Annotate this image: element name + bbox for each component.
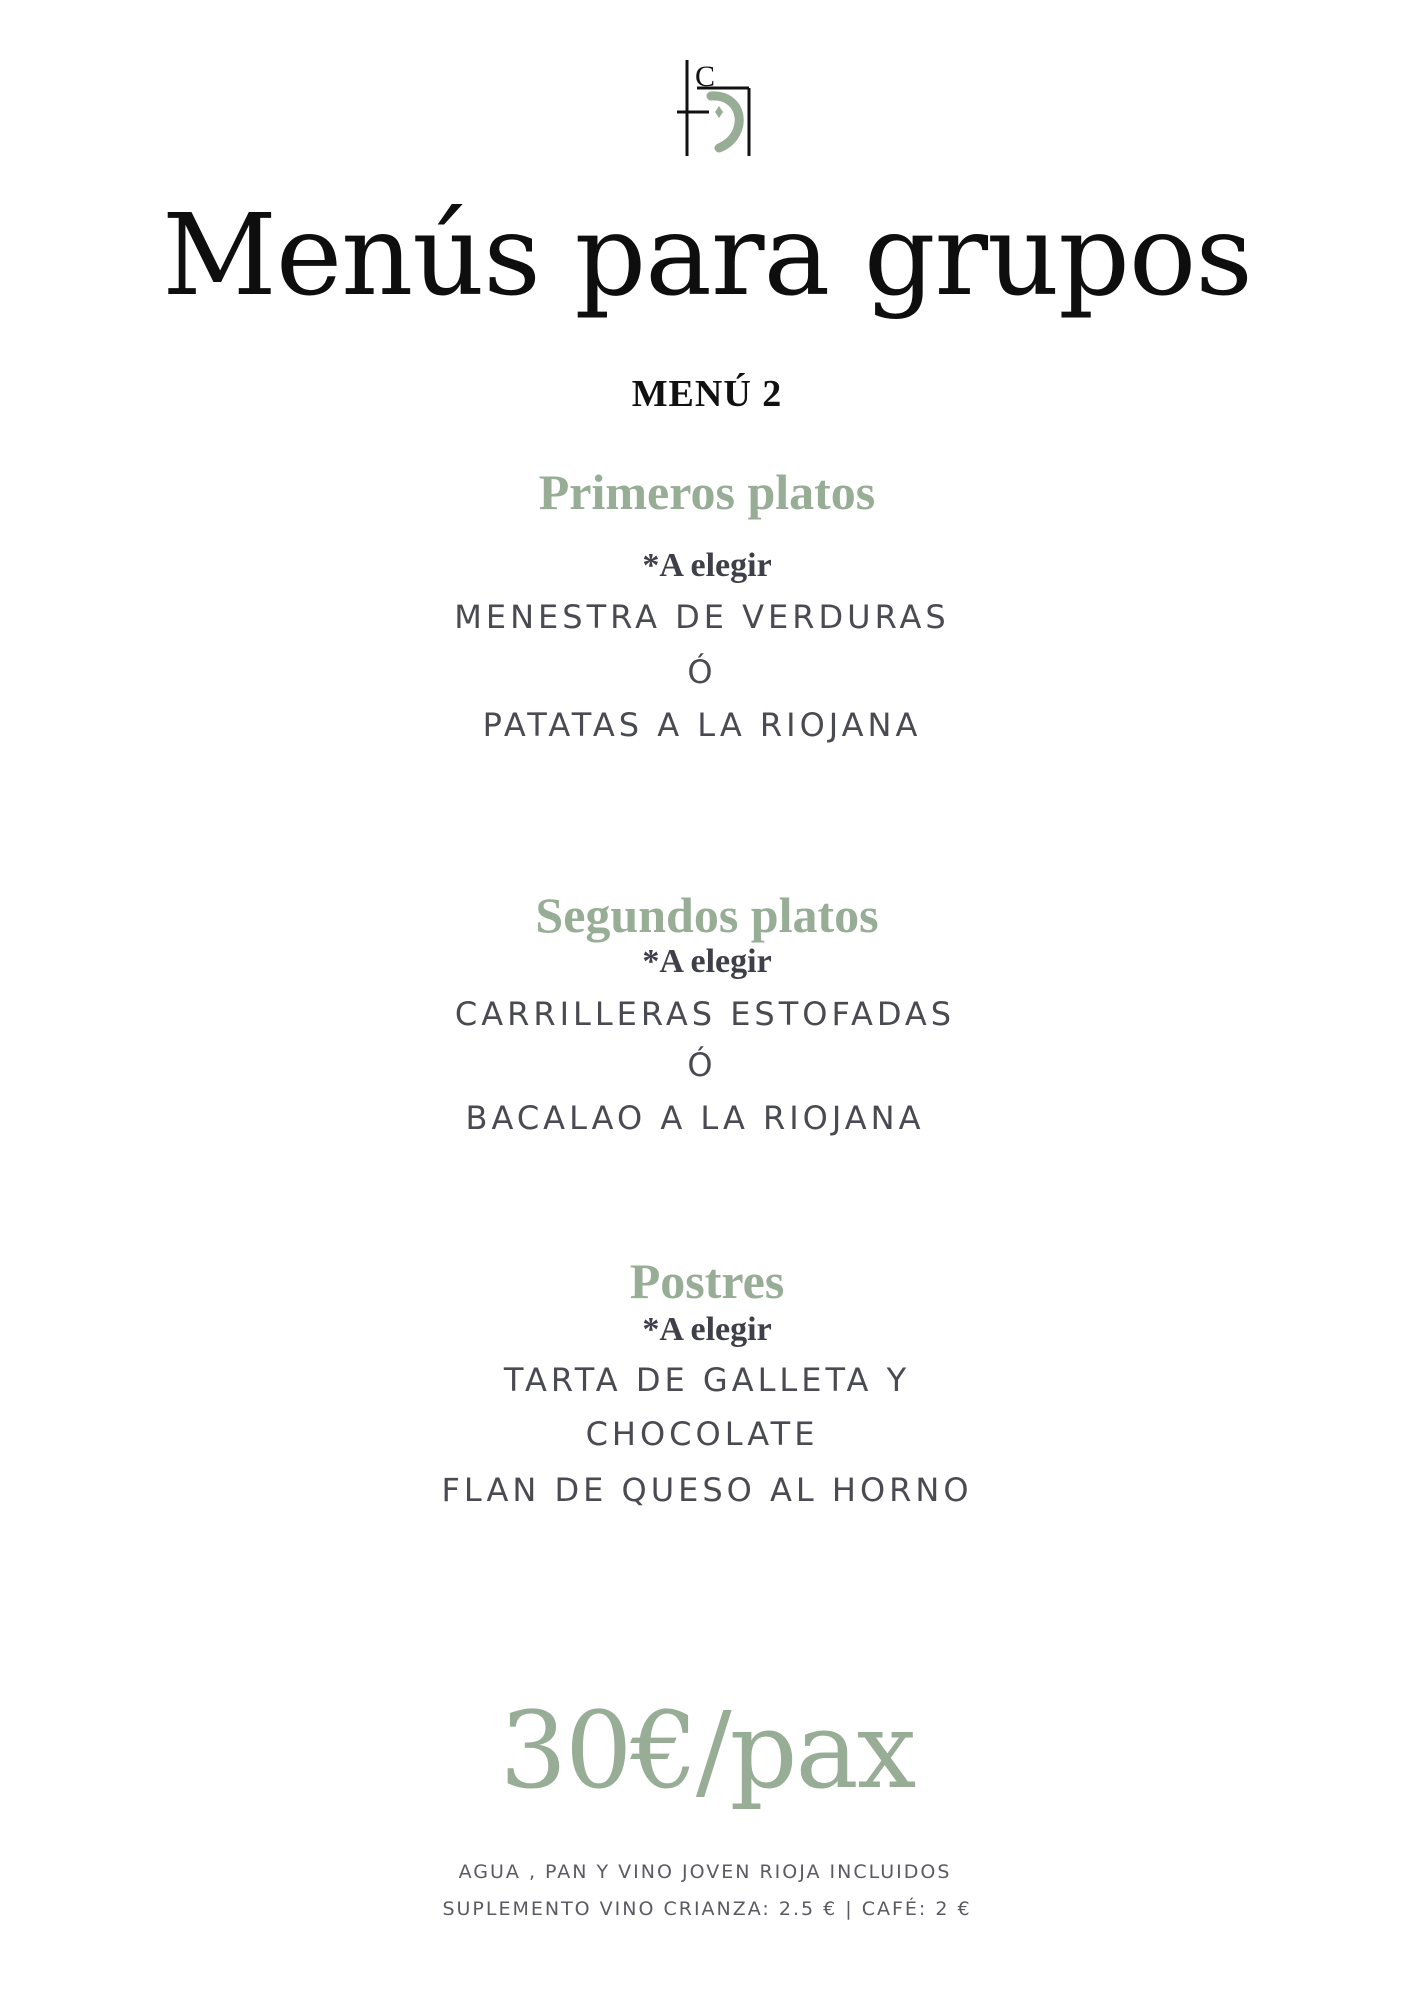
dish-item: BACALAO A LA RIOJANA xyxy=(465,1099,925,1137)
section-title-segundos: Segundos platos xyxy=(535,887,879,943)
footer-included-note: AGUA , PAN Y VINO JOVEN RIOJA INCLUIDOS xyxy=(458,1861,952,1883)
dish-separator: Ó xyxy=(687,653,717,691)
menu-number-label: MENÚ 2 xyxy=(631,373,783,415)
dish-item: PATATAS A LA RIOJANA xyxy=(482,706,922,744)
dish-item: CARRILLERAS ESTOFADAS xyxy=(454,995,956,1033)
section-note: *A elegir xyxy=(642,1311,772,1348)
svg-text:C: C xyxy=(695,60,716,93)
dish-item: TARTA DE GALLETA Y xyxy=(503,1361,911,1399)
page-title: Menús para grupos xyxy=(162,191,1252,321)
dish-item: CHOCOLATE xyxy=(585,1415,819,1453)
restaurant-monogram-logo xyxy=(667,56,757,160)
dish-item: MENESTRA DE VERDURAS xyxy=(454,598,950,636)
section-title-postres: Postres xyxy=(629,1253,785,1309)
footer-supplement-note: SUPLEMENTO VINO CRIANZA: 2.5 € | CAFÉ: 2 € xyxy=(442,1898,972,1920)
dish-separator: Ó xyxy=(687,1046,717,1084)
price-per-person: 30€/pax xyxy=(499,1689,915,1812)
section-note: *A elegir xyxy=(642,547,772,584)
dish-item: FLAN DE QUESO AL HORNO xyxy=(441,1471,973,1509)
section-note: *A elegir xyxy=(642,943,772,980)
section-title-primeros: Primeros platos xyxy=(538,464,876,520)
